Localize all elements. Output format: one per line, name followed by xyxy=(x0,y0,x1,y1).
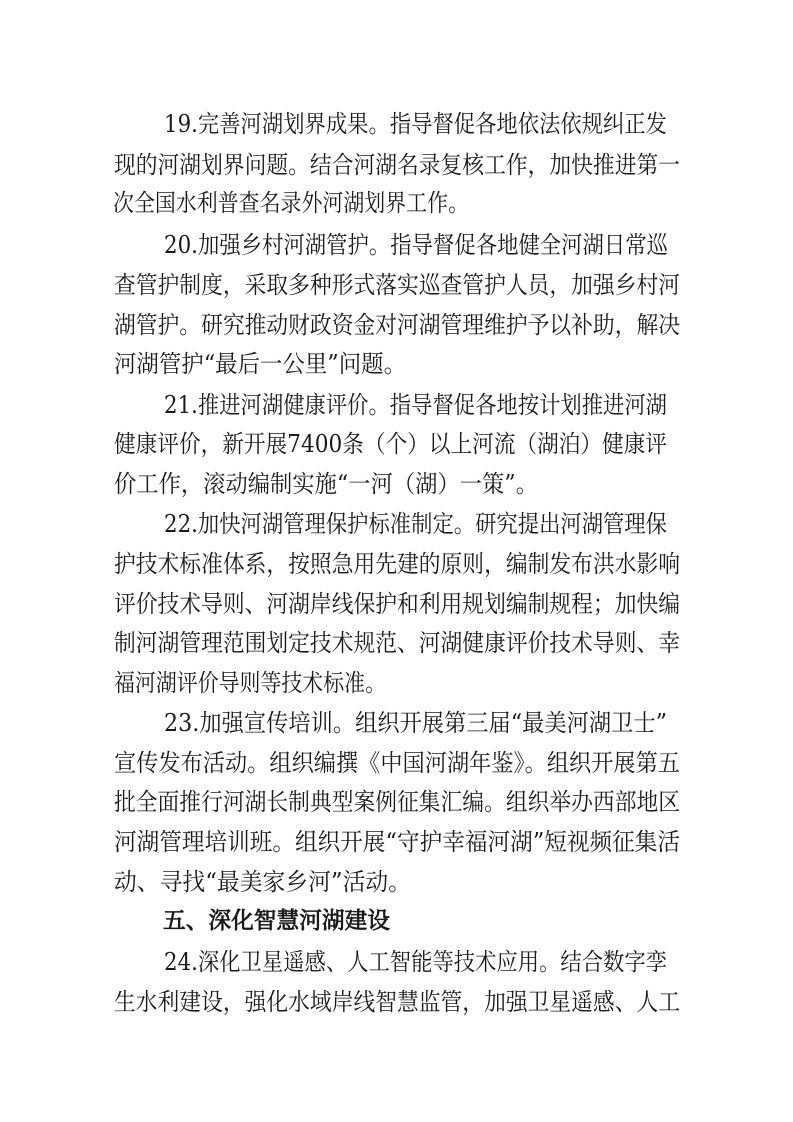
paragraph-24-line-2 xyxy=(0,982,793,1022)
line-text: 宣传发布活动。组织编撰《中国河湖年鉴》。组织开展第五 xyxy=(114,749,680,777)
paragraph-21-line-1 xyxy=(0,385,793,425)
paragraph-22-line-2 xyxy=(0,544,793,584)
line-text: 湖管护。研究推动财政资金对河湖管理维护予以补助，解决 xyxy=(114,311,680,339)
paragraph-22-line-4 xyxy=(0,623,793,663)
paragraph-23-line-2 xyxy=(0,743,793,783)
line-text: 23.加强宣传培训。组织开展第三届“最美河湖卫士” xyxy=(164,709,667,737)
line-text: 批全面推行河湖长制典型案例征集汇编。组织举办西部地区 xyxy=(114,788,680,816)
paragraph-21-line-3 xyxy=(0,464,793,504)
line-text: 次全国水利普查名录外河湖划界工作。 xyxy=(113,189,469,217)
line-text: 生水利建设，强化水域岸线智慧监管，加强卫星遥感、人工 xyxy=(114,988,680,1016)
line-text: 24.深化卫星遥感、人工智能等技术应用。结合数字孪 xyxy=(164,948,667,976)
line-text: 福河湖评价导则等技术标准。 xyxy=(114,669,386,697)
line-text: 20.加强乡村河湖管护。指导督促各地健全河湖日常巡 xyxy=(164,231,668,259)
line-text: 21.推进河湖健康评价。指导督促各地按计划推进河湖 xyxy=(164,391,667,419)
paragraph-23-line-4 xyxy=(0,822,793,862)
line-text: 健康评价，新开展7400条（个）以上河流（湖泊）健康评 xyxy=(114,430,667,458)
paragraph-22-line-5 xyxy=(0,663,793,703)
line-text: 护技术标准体系，按照急用先建的原则，编制发布洪水影响 xyxy=(114,550,680,578)
line-text: 现的河湖划界问题。结合河湖名录复核工作，加快推进第一 xyxy=(114,151,680,179)
paragraph-20-line-1 xyxy=(0,225,793,265)
section-heading-text: 五、深化智慧河湖建设 xyxy=(163,908,390,934)
paragraph-24-line-1 xyxy=(0,942,793,982)
paragraph-19-line-3 xyxy=(0,183,793,223)
line-text: 制河湖管理范围划定技术规范、河湖健康评价技术导则、幸 xyxy=(114,629,680,657)
line-text: 河湖管理培训班。组织开展“守护幸福河湖”短视频征集活 xyxy=(114,828,680,856)
line-text: 19.完善河湖划界成果。指导督促各地依法依规纠正发 xyxy=(164,110,667,138)
paragraph-23-line-3 xyxy=(0,782,793,822)
paragraph-23-line-5 xyxy=(0,862,793,902)
paragraph-20-line-2 xyxy=(0,265,793,305)
line-text: 动、寻找“最美家乡河”活动。 xyxy=(114,868,411,896)
line-text: 查管护制度，采取多种形式落实巡查管护人员，加强乡村河 xyxy=(114,271,680,299)
line-text: 河湖管护“最后一公里”问题。 xyxy=(114,350,406,378)
paragraph-21-line-2 xyxy=(0,424,793,464)
line-text: 22.加快河湖管理保护标准制定。研究提出河湖管理保 xyxy=(164,510,667,538)
paragraph-19-line-2 xyxy=(0,145,793,185)
paragraph-23-line-1 xyxy=(0,703,793,743)
paragraph-22-line-1 xyxy=(0,504,793,544)
line-text: 价工作，滚动编制实施“一河（湖）一策”。 xyxy=(114,470,538,498)
paragraph-20-line-4 xyxy=(0,344,793,384)
section-heading xyxy=(0,901,793,941)
line-text: 评价技术导则、河湖岸线保护和利用规划编制规程；加快编 xyxy=(114,590,680,618)
paragraph-22-line-3 xyxy=(0,584,793,624)
paragraph-19-line-1 xyxy=(0,104,793,144)
paragraph-20-line-3 xyxy=(0,305,793,345)
